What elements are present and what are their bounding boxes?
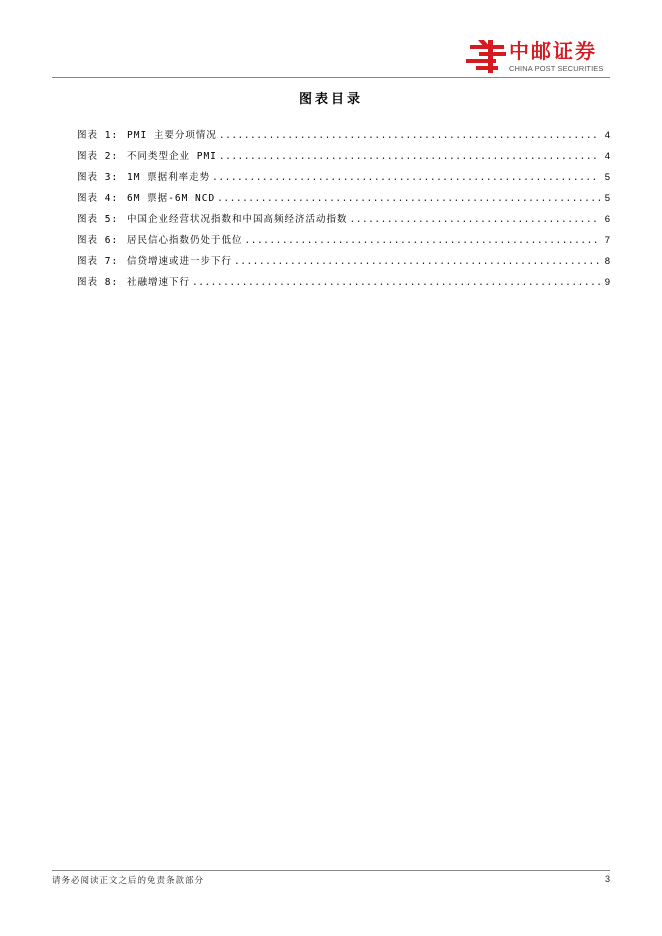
toc-entry-label: 图表 6:	[77, 235, 119, 246]
toc-entry[interactable]	[77, 142, 610, 163]
toc-entry-title: 6M 票据-6M NCD	[127, 193, 216, 204]
toc-entry-label: 图表 4:	[77, 193, 119, 204]
china-post-logo-icon	[466, 39, 506, 74]
toc-entry-page: 4	[604, 151, 610, 162]
toc-entry-label: 图表 3:	[77, 172, 119, 183]
toc-entry-page: 8	[604, 256, 610, 267]
toc-leader-dots	[212, 172, 600, 184]
toc-title: 图表目录	[298, 92, 363, 107]
toc-entry-title: PMI 主要分项情况	[127, 130, 217, 141]
footer-disclaimer: 请务必阅读正文之后的免责条款部分	[52, 876, 205, 886]
toc-entry-page: 4	[604, 130, 610, 141]
toc-entry-page: 9	[604, 277, 610, 288]
toc-entry-title: 信贷增速或进一步下行	[127, 256, 233, 267]
toc-leader-dots	[234, 256, 600, 268]
toc-leader-dots	[350, 214, 600, 226]
toc-entry[interactable]	[77, 121, 610, 142]
toc-entry-page: 6	[604, 214, 610, 225]
toc-entry[interactable]	[77, 268, 610, 289]
page-header	[0, 0, 662, 80]
brand-name-cn: 中邮证券	[509, 39, 597, 63]
toc-entry-title: 居民信心指数仍处于低位	[127, 235, 243, 246]
toc-entry-title: 不同类型企业 PMI	[127, 151, 217, 162]
toc-entry[interactable]	[77, 247, 610, 268]
toc-entry-label: 图表 7:	[77, 256, 119, 267]
toc-entry-title: 社融增速下行	[127, 277, 191, 288]
toc-leader-dots	[245, 235, 600, 247]
toc-entry[interactable]	[77, 205, 610, 226]
toc-entry[interactable]	[77, 163, 610, 184]
toc-list	[77, 121, 610, 289]
footer-page-number: 3	[604, 874, 610, 884]
toc-entry[interactable]	[77, 226, 610, 247]
brand-name-en: CHINA POST SECURITIES	[509, 64, 604, 73]
toc-entry-page: 7	[604, 235, 610, 246]
toc-entry-label: 图表 5:	[77, 214, 119, 225]
toc-entry-label: 图表 2:	[77, 151, 119, 162]
toc-entry-label: 图表 1:	[77, 130, 119, 141]
toc-entry-title: 1M 票据利率走势	[127, 172, 211, 183]
toc-leader-dots	[217, 193, 600, 205]
toc-leader-dots	[219, 151, 600, 163]
toc-entry[interactable]	[77, 184, 610, 205]
footer-divider	[52, 870, 610, 871]
toc-leader-dots	[219, 130, 600, 142]
toc-entry-title: 中国企业经营状况指数和中国高频经济活动指数	[127, 214, 348, 225]
toc-entry-page: 5	[604, 172, 610, 183]
toc-entry-label: 图表 8:	[77, 277, 119, 288]
toc-entry-page: 5	[604, 193, 610, 204]
header-divider	[52, 77, 610, 78]
toc-leader-dots	[192, 277, 600, 289]
